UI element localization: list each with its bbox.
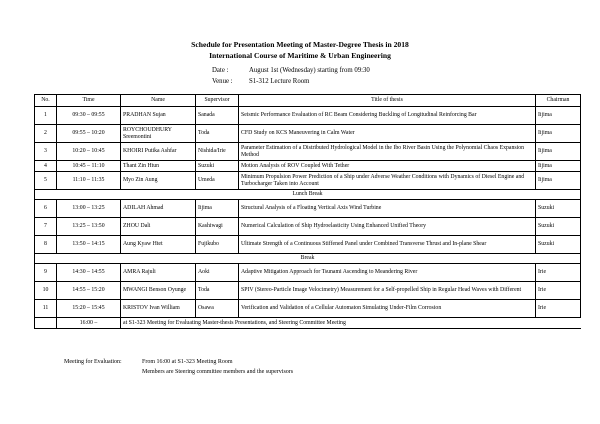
cell-chairman: Irie — [536, 282, 581, 300]
cell-no: 4 — [35, 161, 57, 172]
cell-chairman: Irie — [536, 300, 581, 318]
table-header-row — [35, 95, 581, 107]
cell-time: 13:25 – 13:50 — [57, 218, 121, 236]
cell-time: 16:00 – — [57, 318, 121, 329]
cell-no: 8 — [35, 236, 57, 254]
cell-title: SPIV (Stereo-Particle Image Velocimetry) Measurement for a Self-propelled Ship in Regular Head Waves with Different — [239, 282, 536, 300]
cell-supervisor: Toda — [196, 282, 239, 300]
break-label: Lunch Break — [35, 190, 581, 200]
cell-chairman: Suzuki — [536, 236, 581, 254]
date-value: August 1st (Wednesday) starting from 09:30 — [249, 67, 370, 74]
cell-supervisor: Toda — [196, 125, 239, 143]
cell-name: KRISTOV Ivan William — [121, 300, 196, 318]
header-no: No. — [35, 95, 57, 107]
cell-time: 13:00 – 13:25 — [57, 200, 121, 218]
cell-title: Verification and Validation of a Cellular Automaton Simulating Under-Film Corrosion — [239, 300, 536, 318]
cell-no: 11 — [35, 300, 57, 318]
table-row — [35, 143, 581, 161]
cell-supervisor: Suzuki — [196, 161, 239, 172]
cell-no: 7 — [35, 218, 57, 236]
venue-line — [212, 78, 309, 85]
cell-supervisor: Nishida/Irie — [196, 143, 239, 161]
cell-title: Structural Analysis of a Floating Vertical Axis Wind Turbine — [239, 200, 536, 218]
cell-no — [35, 318, 57, 329]
cell-supervisor: Sanada — [196, 107, 239, 125]
cell-time: 10:20 – 10:45 — [57, 143, 121, 161]
footer-label: Meeting for Evaluation: — [64, 359, 122, 365]
table-row — [35, 300, 581, 318]
title-line-1: Schedule for Presentation Meeting of Master-Degree Thesis in 2018 — [191, 40, 409, 49]
cell-name: PRADHAN Sujan — [121, 107, 196, 125]
table-row — [35, 264, 581, 282]
cell-chairman: Irie — [536, 264, 581, 282]
cell-name: Aung Kyaw Htet — [121, 236, 196, 254]
meeting-text: at S1-323 Meeting for Evaluating Master-thesis Presentations, and Steering Committee Meeting — [121, 318, 581, 329]
table-row — [35, 236, 581, 254]
footer-text-1: From 16:00 at S1-323 Meeting Room — [142, 359, 233, 365]
header-name: Name — [121, 95, 196, 107]
cell-title: Adaptive Mitigation Approach for Tsunami Ascending to Meandering River — [239, 264, 536, 282]
cell-no: 10 — [35, 282, 57, 300]
footer-line-2 — [64, 369, 293, 375]
table-row — [35, 107, 581, 125]
cell-name: Myo Zin Aung — [121, 172, 196, 190]
cell-chairman: Iijima — [536, 125, 581, 143]
header-chairman: Chairman — [536, 95, 581, 107]
cell-no: 1 — [35, 107, 57, 125]
cell-supervisor: Osawa — [196, 300, 239, 318]
cell-name: KHOIRI Putika Ashfar — [121, 143, 196, 161]
cell-no: 9 — [35, 264, 57, 282]
cell-chairman: Suzuki — [536, 200, 581, 218]
cell-name: MWANGI Benson Oyunge — [121, 282, 196, 300]
meeting-row — [35, 318, 581, 329]
break-row — [35, 254, 581, 264]
cell-chairman: Iijima — [536, 143, 581, 161]
date-label: Date : — [212, 67, 229, 74]
table-row — [35, 172, 581, 190]
cell-supervisor: Fujikubo — [196, 236, 239, 254]
break-row — [35, 190, 581, 200]
table-row — [35, 200, 581, 218]
cell-title: Parameter Estimation of a Distributed Hydrological Model in the Ibo River Basin Using the Polynomial Chaos Expansion Method — [239, 143, 536, 161]
footer-text-2: Members are Steering committee members and the supervisors — [142, 369, 294, 375]
cell-chairman: Suzuki — [536, 218, 581, 236]
venue-value: S1-312 Lecture Room — [249, 78, 310, 85]
table-row — [35, 125, 581, 143]
cell-title: Minimum Propulsion Power Prediction of a Ship under Adverse Weather Conditions with Dynamics of Diesel Engine and Turbocharger Taken into Account — [239, 172, 536, 190]
cell-time: 09:30 – 09:55 — [57, 107, 121, 125]
header-title: Title of thesis — [239, 95, 536, 107]
header-time: Time — [57, 95, 121, 107]
footer-line-1 — [64, 359, 233, 365]
venue-label: Venue : — [212, 78, 233, 85]
cell-name: AMRA Rajuli — [121, 264, 196, 282]
cell-no: 2 — [35, 125, 57, 143]
cell-name: ZHOU Dali — [121, 218, 196, 236]
cell-name: ADILAH Ahmad — [121, 200, 196, 218]
cell-supervisor: Umeda — [196, 172, 239, 190]
cell-title: Ultimate Strength of a Continuous Stiffened Panel under Combined Transverse Thrust and In-plane Shear — [239, 236, 536, 254]
cell-supervisor: Iijima — [196, 200, 239, 218]
cell-name: Thant Zin Htun — [121, 161, 196, 172]
cell-title: Seismic Performance Evaluation of RC Beam Considering Buckling of Longitudinal Reinforcing Bar — [239, 107, 536, 125]
cell-time: 13:50 – 14:15 — [57, 236, 121, 254]
cell-supervisor: Aoki — [196, 264, 239, 282]
cell-time: 14:55 – 15:20 — [57, 282, 121, 300]
cell-time: 11:10 – 11:35 — [57, 172, 121, 190]
cell-chairman: Iijima — [536, 161, 581, 172]
cell-title: CFD Study on KCS Maneuvering in Calm Water — [239, 125, 536, 143]
table-row — [35, 161, 581, 172]
header-supervisor: Supervisor — [196, 95, 239, 107]
cell-time: 10:45 – 11:10 — [57, 161, 121, 172]
cell-time: 14:30 – 14:55 — [57, 264, 121, 282]
date-line — [212, 67, 370, 74]
cell-no: 5 — [35, 172, 57, 190]
break-label: Break — [35, 254, 581, 264]
cell-title: Motion Analysis of ROV Coupled With Tether — [239, 161, 536, 172]
cell-supervisor: Kashiwagi — [196, 218, 239, 236]
title-line-2: International Course of Maritime & Urban Engineering — [209, 51, 391, 60]
table-row — [35, 218, 581, 236]
cell-chairman: Iijima — [536, 107, 581, 125]
cell-name: ROYCHOUDHURY Sreemontini — [121, 125, 196, 143]
schedule-table — [34, 94, 581, 329]
cell-chairman: Iijima — [536, 172, 581, 190]
table-row — [35, 282, 581, 300]
cell-time: 15:20 – 15:45 — [57, 300, 121, 318]
cell-no: 3 — [35, 143, 57, 161]
cell-title: Numerical Calculation of Ship Hydroelasticity Using Enhanced Unified Theory — [239, 218, 536, 236]
cell-no: 6 — [35, 200, 57, 218]
cell-time: 09:55 – 10:20 — [57, 125, 121, 143]
